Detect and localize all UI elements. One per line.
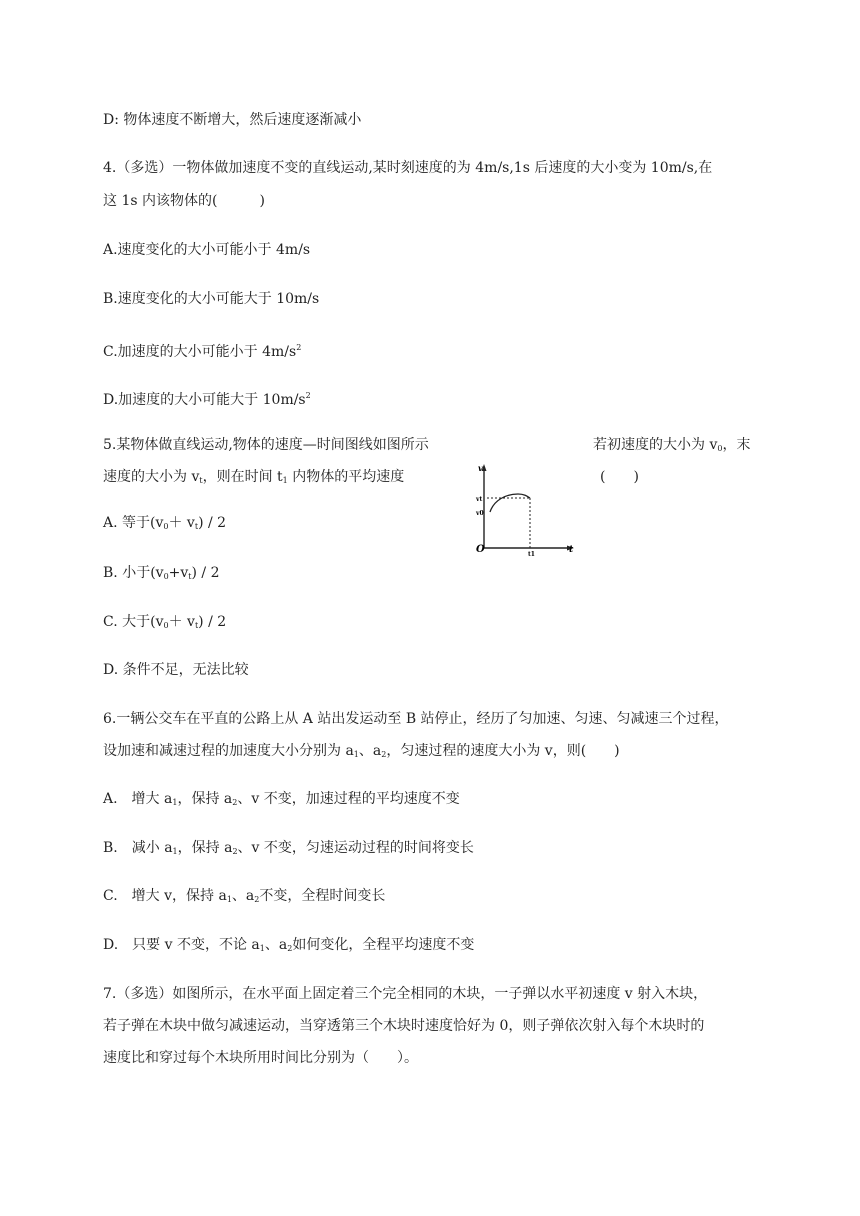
question-3-option-d: D: 物体速度不断增大，然后速度逐渐减小: [103, 112, 362, 128]
question-6-option-d: D. 只要 v 不变，不论 $a_1$、$a_2$如何变化，全程平均速度不变: [103, 937, 475, 953]
question-5-option-d: D. 条件不足，无法比较: [103, 662, 249, 678]
graph-label-v: v: [478, 463, 483, 473]
question-5-option-b: B. 小于$(v_0+v_t) / 2$: [103, 565, 220, 581]
graph-label-t: t: [569, 545, 574, 555]
question-6-option-b: B. 减小 $a_1$，保持 $a_2$、v 不变，匀速运动过程的时间将变长: [103, 840, 474, 856]
question-4-option-a: A.速度变化的大小可能小于 4m/s: [103, 242, 311, 258]
question-4-option-b: B.速度变化的大小可能大于 10m/s: [103, 291, 320, 307]
graph-curve: [490, 494, 530, 512]
question-5-stem-right: 若初速度的大小为 $v_0$，末: [593, 437, 751, 453]
question-5-stem-line-2: 速度的大小为 $v_t$，则在时间 $t_1$ 内物体的平均速度: [103, 469, 405, 485]
question-5-stem-left: 5.某物体做直线运动,物体的速度—时间图线如图所示: [103, 437, 429, 453]
question-4-option-d: D.加速度的大小可能大于 $10m/s^2$: [103, 391, 311, 408]
graph-label-vt: vt: [476, 496, 483, 503]
question-4-stem-line-1: 4.（多选）一物体做加速度不变的直线运动,某时刻速度的为 4m/s,1s 后速度的大小变为 10m/s,在: [103, 160, 713, 176]
graph-label-v0: v0: [476, 510, 484, 517]
question-7-stem-line-3: 速度比和穿过每个木块所用时间比分别为（ ）。: [103, 1050, 418, 1066]
question-6-option-c: C. 增大 v，保持 $a_1$、$a_2$不变，全程时间变长: [103, 888, 386, 904]
question-5-option-a: A. 等于$(v_0+ v_t) / 2$: [103, 515, 227, 531]
question-6-stem-line-1: 6.一辆公交车在平直的公路上从 A 站出发运动至 B 站停止，经历了匀加速、匀速、匀减速三个过程，: [103, 711, 729, 727]
question-6-option-a: A. 增大 $a_1$，保持 $a_2$、v 不变，加速过程的平均速度不变: [103, 791, 460, 807]
question-5-option-c: C. 大于$(v_0+ v_t) / 2$: [103, 614, 227, 630]
question-6-stem-line-2: 设加速和减速过程的加速度大小分别为 $a_1$、$a_2$，匀速过程的速度大小为 v，则( ): [103, 743, 620, 759]
question-5-answer-paren: ( ): [600, 469, 639, 485]
question-4-stem-line-2: 这 1s 内该物体的( ): [103, 193, 265, 209]
question-7-stem-line-1: 7.（多选）如图所示，在水平面上固定着三个完全相同的木块，一子弹以水平初速度 v 射入木块，: [103, 986, 708, 1002]
velocity-time-graph: [474, 460, 584, 556]
question-4-option-c: C.加速度的大小可能小于 $4m/s^2$: [103, 343, 302, 360]
question-7-stem-line-2: 若子弹在木块中做匀减速运动，当穿透第三个木块时速度恰好为 0，则子弹依次射入每个木块时的: [103, 1018, 705, 1034]
graph-label-t1: t1: [528, 551, 535, 556]
graph-label-origin: O: [476, 544, 485, 555]
